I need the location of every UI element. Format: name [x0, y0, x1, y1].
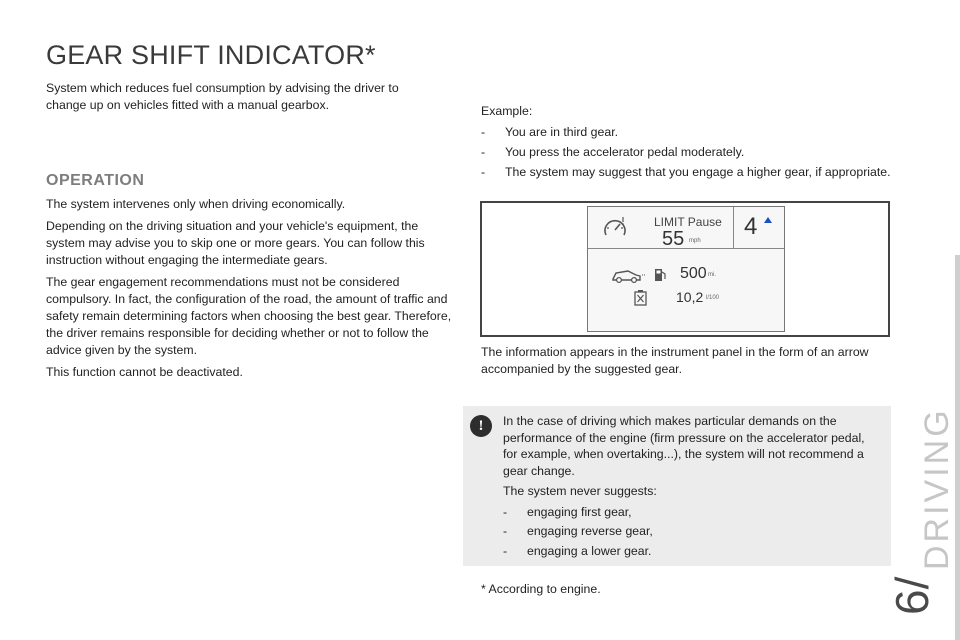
fuel-can-icon: [634, 290, 648, 306]
example-list: [481, 124, 891, 181]
info-paragraph-block: [481, 344, 891, 378]
warning-list: [503, 504, 881, 560]
speed-unit: mph: [689, 238, 701, 244]
consumption-unit: l/100: [706, 295, 720, 301]
operation-text: [46, 196, 458, 386]
example-label: Example:: [481, 104, 533, 118]
footnote: * According to engine.: [481, 582, 601, 596]
display-top-row: [588, 207, 784, 249]
chapter-number: 6/: [886, 576, 938, 615]
instrument-display: [587, 206, 785, 332]
operation-paragraph: This function cannot be deactivated.: [46, 365, 243, 379]
list-item: [481, 164, 891, 181]
gear-indicator: [733, 207, 785, 248]
speed-value: 55: [662, 228, 685, 250]
list-item: [503, 543, 881, 560]
list-item: [503, 523, 881, 540]
list-item-text: engaging first gear,: [527, 504, 632, 519]
warning-text: [503, 413, 881, 562]
list-item-text: The system may suggest that you engage a higher gear, if appropriate.: [505, 165, 891, 179]
list-item-text: engaging a lower gear.: [527, 543, 652, 558]
dash-bullet: -: [503, 504, 508, 519]
consumption-value: 10,2: [676, 289, 704, 305]
info-exclamation-icon: !: [470, 415, 492, 437]
operation-paragraph: The gear engagement recommendations must not be considered compulsory. In fact, the configuration of the road, the amount of traffic and safety remain determining factors when choosing the best gear. Therefore, the driver remains responsible for deciding whether or not to follow the advice given by the system.: [46, 275, 452, 357]
gear-up-arrow-icon: [764, 217, 772, 223]
list-item: [481, 144, 891, 161]
list-item-text: engaging reverse gear,: [527, 524, 653, 538]
suggested-gear: 4: [744, 213, 758, 240]
warning-paragraph: In the case of driving which makes particular demands on the performance of the engine (firm pressure on the accelerator pedal, for example, when overtaking...), the system will not recommend a gear change.: [503, 414, 865, 478]
instrument-panel-illustration: [480, 201, 890, 337]
list-item: [503, 504, 881, 521]
dash-bullet: -: [481, 145, 486, 159]
dash-bullet: -: [481, 125, 486, 139]
list-item-text: You press the accelerator pedal moderately.: [505, 145, 745, 159]
limit-pause-text: LIMIT Pause: [654, 215, 722, 229]
operation-paragraph: Depending on the driving situation and your vehicle's equipment, the system may advise you to skip one or more gears. You can follow this instruction without engaging the intermediate gears.: [46, 219, 425, 267]
dash-bullet: -: [503, 543, 508, 558]
dash-bullet: -: [481, 165, 486, 179]
list-item-text: You are in third gear.: [505, 125, 619, 139]
warning-box: [463, 406, 891, 566]
speedometer-icon: [602, 215, 628, 241]
intro-text: System which reduces fuel consumption by advising the driver to change up on vehicles fitted with a manual gearbox.: [46, 81, 399, 112]
chapter-label: DRIVING: [918, 407, 956, 570]
dash-bullet: -: [503, 524, 508, 538]
operation-heading: OPERATION: [46, 172, 145, 189]
range-unit: mi.: [708, 272, 716, 278]
range-value: 500: [680, 265, 707, 282]
car-range-icon: [610, 267, 650, 285]
fuel-pump-icon: [654, 268, 666, 282]
warning-paragraph: The system never suggests:: [503, 484, 657, 498]
example-block: [481, 103, 891, 184]
page-title: GEAR SHIFT INDICATOR*: [46, 40, 376, 70]
operation-paragraph: The system intervenes only when driving economically.: [46, 197, 346, 211]
list-item: [481, 124, 891, 141]
info-paragraph: The information appears in the instrument panel in the form of an arrow accompanied by the suggested gear.: [481, 345, 869, 376]
